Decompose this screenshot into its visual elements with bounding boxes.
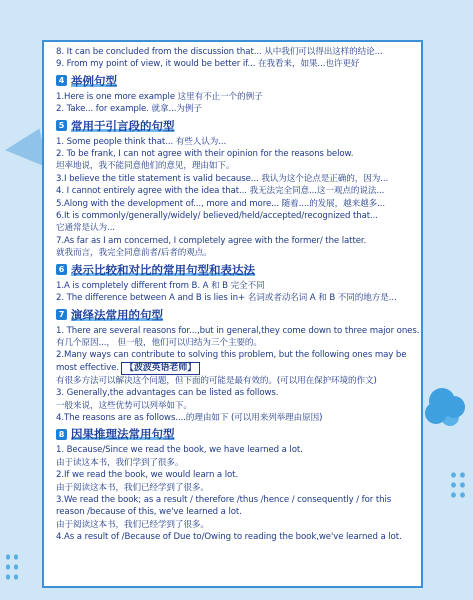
text-line: 2. Take... for example. 就拿...为例子 bbox=[56, 104, 202, 115]
text-line: 就我而言，我完全同意前者/后者的观点。 bbox=[56, 248, 212, 259]
text-line: 2.Many ways can contribute to solving this problem, but the following ones may be bbox=[56, 350, 407, 361]
text-line: 2.If we read the book, we would learn a lot. bbox=[56, 470, 239, 481]
text-line: 2. To be frank, I can not agree with their opinion for the reasons below. bbox=[56, 149, 354, 160]
section-heading bbox=[56, 307, 409, 323]
text-line: 5.Along with the development of..., more and more... 随着....的发展，越来越多... bbox=[56, 198, 386, 209]
text-line: 坦率地说，我不能同意他们的意见，理由如下。 bbox=[56, 161, 235, 172]
text-line: 1.Here is one more example 这里有不止一个的例子 bbox=[56, 91, 263, 102]
text-line: 3.I believe the title statement is valid because... 我认为这个论点是正确的，因为... bbox=[56, 173, 389, 184]
flower-decoration bbox=[429, 388, 455, 414]
text-line: 2. The difference between A and B is lies in+ 名词或者动名词 A 和 B 不同的地方是... bbox=[56, 293, 397, 304]
text-fragment: most effective. bbox=[56, 362, 119, 373]
author-stamp: 【波波英语老师】 bbox=[121, 362, 200, 375]
paper-plane-decoration bbox=[2, 128, 47, 175]
text-line: 4.The reasons are as follows....的理由如下 (可以用来列举理由原因) bbox=[56, 412, 323, 423]
text-line-with-stamp bbox=[56, 362, 409, 375]
text-line: 有几个原因...， 但一般，他们可以归结为三个主要的。 bbox=[56, 337, 262, 348]
section-title: 表示比较和对比的常用句型和表达法 bbox=[71, 262, 255, 277]
section-number-badge: 5 bbox=[56, 120, 67, 131]
section-heading bbox=[56, 118, 409, 134]
section-heading bbox=[56, 73, 409, 89]
text-line: 3. Generally,the advantages can be listed as follows. bbox=[56, 388, 279, 399]
text-line: 4. I cannot entirely agree with the idea that... 我无法完全同意...这一观点的说法... bbox=[56, 186, 385, 197]
intro-line: 9. From my point of view, it would be better if... 在我看来，如果...也许更好 bbox=[56, 59, 360, 70]
section-number-badge: 6 bbox=[56, 264, 67, 275]
text-line: 7.As far as I am concerned, I completely agree with the former/ the latter. bbox=[56, 235, 367, 246]
document-sheet bbox=[42, 40, 423, 588]
section-title: 常用于引言段的句型 bbox=[71, 118, 175, 133]
section-title: 因果推理法常用句型 bbox=[71, 427, 175, 442]
section-number-badge: 7 bbox=[56, 309, 67, 320]
text-line: 由于阅读这本书，我们已经学到了很多。 bbox=[56, 482, 209, 493]
text-line: reason /because of this, we've learned a lot. bbox=[56, 507, 242, 518]
text-line: 3.We read the book; as a result / therefore /thus /hence / consequently / for this bbox=[56, 494, 392, 505]
text-line: 1. There are several reasons for...,but in general,they come down to three major ones. bbox=[56, 325, 420, 336]
text-line: 1.A is completely different from B. A 和 B 完全不同 bbox=[56, 280, 265, 291]
text-line: 由于读这本书，我们学到了很多。 bbox=[56, 457, 184, 468]
section-number-badge: 4 bbox=[56, 75, 67, 86]
intro-line: 8. It can be concluded from the discussion that... 从中我们可以得出这样的结论... bbox=[56, 47, 383, 57]
text-line: 6.It is commonly/generally/widely/ believed/held/accepted/recognized that... bbox=[56, 211, 378, 222]
dots-decoration-left bbox=[4, 552, 20, 582]
text-line: 它通常是认为... bbox=[56, 223, 115, 234]
text-line: 有很多方法可以解决这个问题，但下面的可能是最有效的。(可以用在保护环境的作文) bbox=[56, 375, 377, 386]
section-heading bbox=[56, 262, 409, 278]
text-line: 1. Some people think that... 有些人认为... bbox=[56, 136, 227, 147]
text-line: 由于阅读这本书，我们已经学到了很多。 bbox=[56, 519, 209, 530]
section-title: 演绎法常用的句型 bbox=[71, 307, 163, 322]
text-line: 4.As a result of /Because of Due to/Owing to reading the book,we've learned a lot. bbox=[56, 532, 402, 543]
section-number-badge: 8 bbox=[56, 429, 67, 440]
text-line: 1. Because/Since we read the book, we have learned a lot. bbox=[56, 445, 303, 456]
section-title: 举例句型 bbox=[71, 73, 117, 88]
section-heading bbox=[56, 426, 409, 442]
text-line: 一般来说，这些优势可以列举如下。 bbox=[56, 400, 192, 411]
dots-decoration bbox=[449, 470, 467, 500]
